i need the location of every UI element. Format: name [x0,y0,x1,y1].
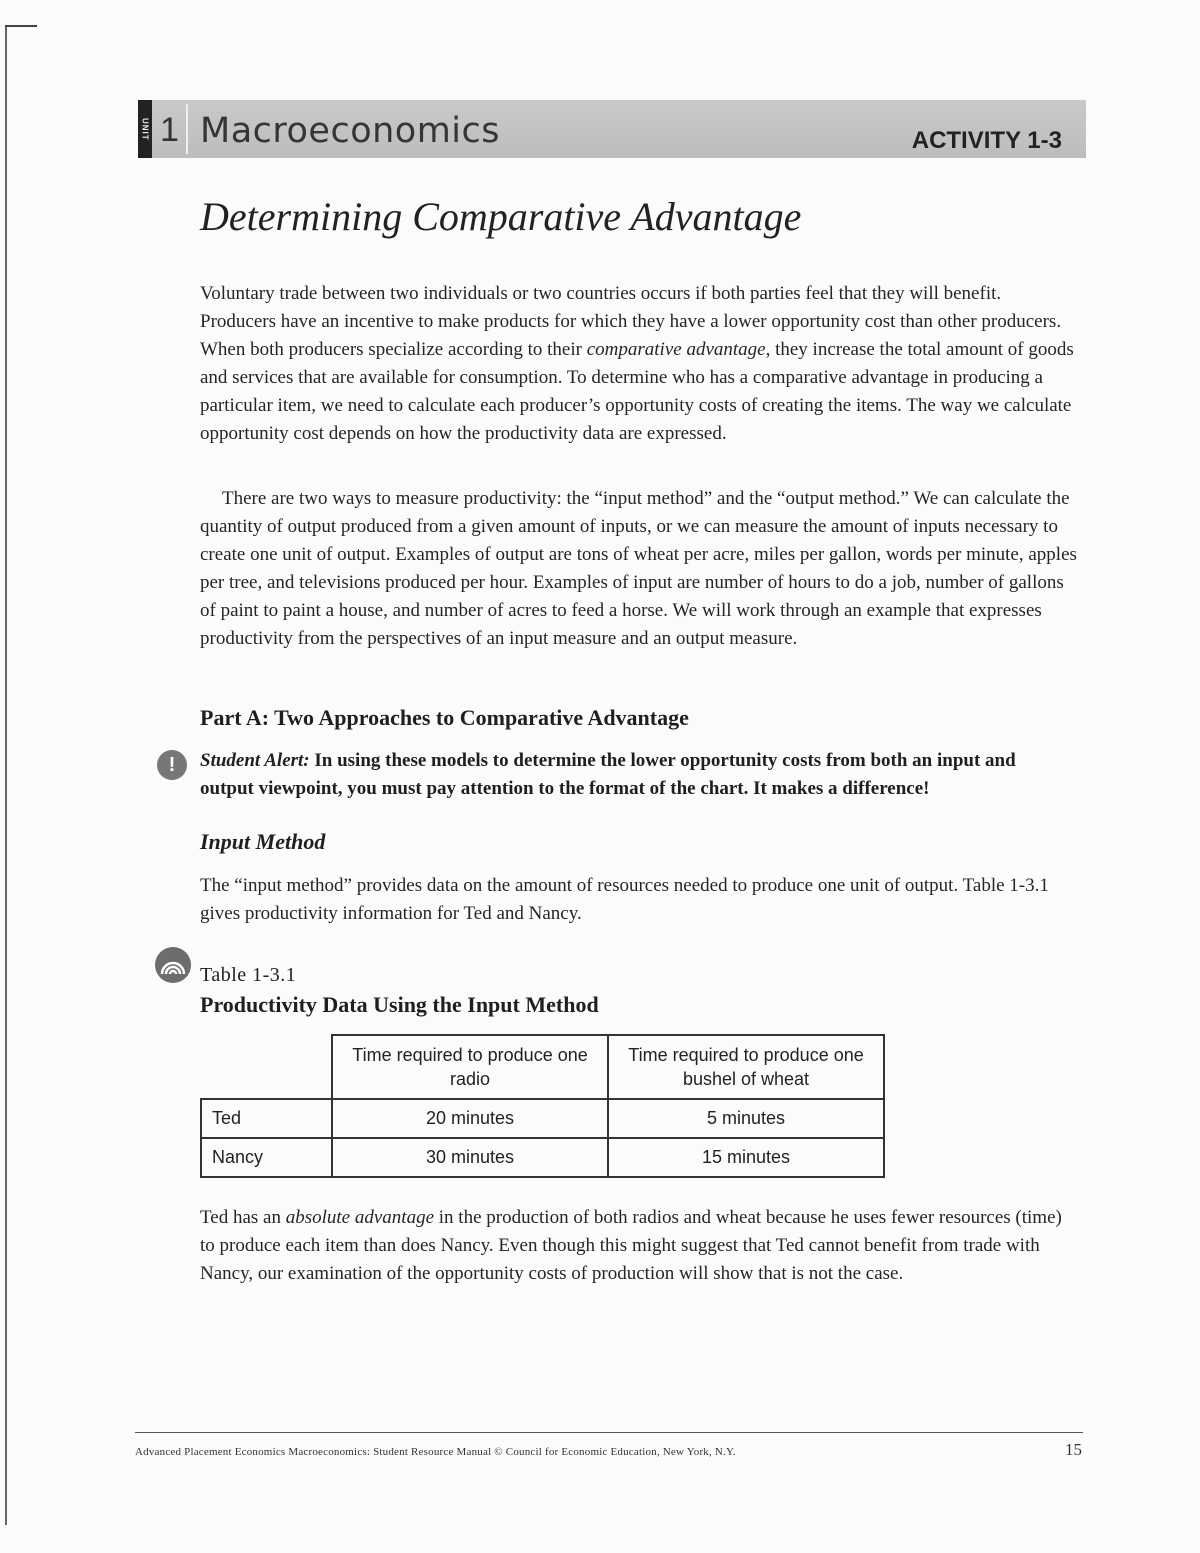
alert-icon: ! [157,750,187,780]
student-alert [200,747,1070,803]
table-icon [155,947,191,983]
intro-paragraph-2-text: There are two ways to measure productivity: the “input method” and the “output method.” We can calculate the quantity of output produced from a given amount of inputs, or we can measure the amount of inputs necessary to create one unit of output. Examples of output are tons of wheat per acre, miles per gallon, words per minute, apples per tree, and televisions produced per hour. Examples of input are number of hours to do a job, number of gallons of paint to paint a house, and number of acres to feed a horse. We will work through an example that expresses productivity from the perspectives of an input measure and an output measure. [200,488,1077,649]
corner-mark [5,25,37,27]
table-header-radio: Time required to produce one radio [332,1035,608,1099]
unit-number: 1 [160,111,179,149]
table-row-name: Nancy [201,1138,332,1177]
table-header-wheat: Time required to produce one bushel of wheat [608,1035,884,1099]
intro-paragraph-2 [200,485,1080,653]
page-edge [5,25,7,1525]
table-corner-cell [201,1035,332,1099]
footer-rule [135,1432,1083,1433]
activity-label: ACTIVITY 1-3 [911,127,1062,154]
absolute-advantage-term: absolute advantage [285,1207,435,1228]
footer-credit: Advanced Placement Economics Macroeconomics: Student Resource Manual © Council for Economic Education, New York, N.Y. [135,1446,736,1458]
input-method-text: The “input method” provides data on the amount of resources needed to produce one unit of output. Table 1-3.1 gives productivity information for Ted and Nancy. [200,875,1049,924]
table-cell-radio: 30 minutes [332,1138,608,1177]
table-row [201,1099,884,1138]
student-alert-text: In using these models to determine the lower opportunity costs from both an input and output viewpoint, you must pay attention to the format of the chart. It makes a difference! [200,750,1016,799]
page-title: Determining Comparative Advantage [200,194,802,239]
table-cell-wheat: 5 minutes [608,1099,884,1138]
productivity-table [200,1034,885,1178]
after-table-text-a: Ted has an [200,1207,286,1228]
table-cell-wheat: 15 minutes [608,1138,884,1177]
part-a-heading: Part A: Two Approaches to Comparative Advantage [200,705,689,730]
intro-text-a: Voluntary trade between two individuals or two countries occurs if both parties feel that they will benefit. Producers have an incentive to make products for which they have a lower opportunity cost than other producers. When both producers specialize according to their [200,283,1062,360]
intro-paragraph-1 [200,280,1080,448]
comparative-advantage-term: comparative advantage [586,339,766,360]
after-table-text-b: in the production of both radios and wheat because he uses fewer resources (time) to produce each item than does Nancy. Even though this might suggest that Ted cannot benefit from trade with Nancy, our examination of the opportunity costs of production will show that is not the case. [200,1207,1062,1284]
table-header-row [201,1035,884,1099]
table-row [201,1138,884,1177]
table-title: Productivity Data Using the Input Method [200,992,599,1017]
page-number: 15 [1065,1440,1082,1459]
student-alert-lead: Student Alert: [200,750,310,771]
table-cell-radio: 20 minutes [332,1099,608,1138]
table-number: Table 1-3.1 [200,964,297,986]
intro-text-b: , they increase the total amount of goods and services that are available for consumption. To determine who has a comparative advantage in producing a particular item, we need to calculate each producer’s opportunity costs of creating the items. The way we calculate opportunity cost depends on how the productivity data are expressed. [200,339,1074,444]
absolute-advantage-paragraph [200,1204,1080,1288]
unit-tab: UNIT [138,100,152,158]
input-method-heading: Input Method [200,829,326,854]
table-row-name: Ted [201,1099,332,1138]
unit-title: Macroeconomics [200,111,501,151]
unit-divider [186,104,188,154]
